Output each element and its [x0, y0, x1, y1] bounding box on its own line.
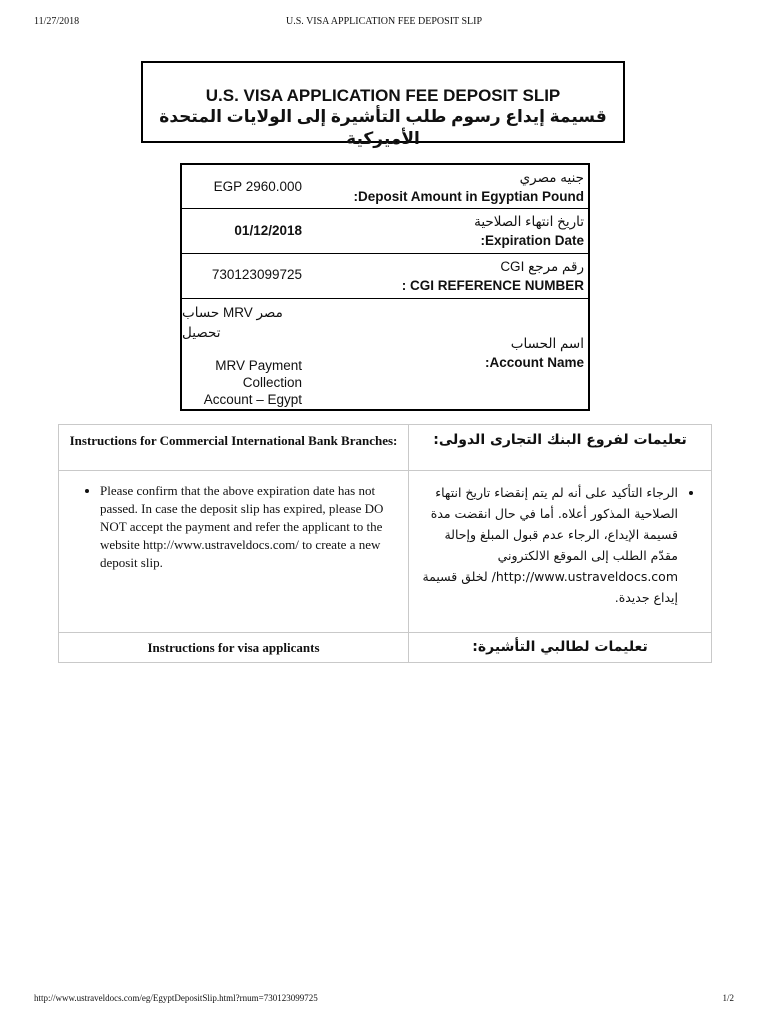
account-name-english-line1: MRV Payment — [215, 358, 302, 373]
print-page-number: 1/2 — [722, 993, 734, 1003]
bank-instructions-heading-english: Instructions for Commercial International Bank Branches: — [69, 433, 398, 448]
print-footer-url: http://www.ustraveldocs.com/eg/EgyptDepositSlip.html?rnum=730123099725 — [34, 993, 318, 1003]
instructions-table — [58, 424, 712, 663]
account-name-row — [182, 299, 588, 409]
expiration-date-label — [310, 209, 588, 253]
expiration-date-label-arabic: تاريخ انتهاء الصلاحية — [474, 214, 584, 229]
account-name-value — [182, 299, 310, 409]
bank-instructions-body-row — [59, 471, 712, 633]
cgi-reference-label — [310, 254, 588, 298]
bank-instructions-heading-arabic-cell — [409, 425, 712, 471]
cgi-reference-row — [182, 254, 588, 299]
deposit-amount-row — [182, 165, 588, 209]
print-date: 11/27/2018 — [34, 16, 80, 27]
bank-instructions-arabic-cell — [409, 471, 712, 633]
slip-title-english: U.S. VISA APPLICATION FEE DEPOSIT SLIP — [205, 86, 561, 105]
account-name-label-english: :Account Name — [484, 355, 584, 370]
bank-instructions-arabic-item: • الرجاء التأكيد على أنه لم يتم إنقضاء تاريخ انتهاء الصلاحية المذكور أعلاه. أما في حال انقضت مدة قسيمة الإيداع، الرجاء عدم قبول المبلغ وإحالة مقدّم الطلب إلى الموقع الالكتروني http://www.ustraveldocs.com/ لخلق قسيمة إيداع جديدة. — [418, 482, 678, 608]
deposit-amount-label-english: :Deposit Amount in Egyptian Pound — [353, 189, 584, 204]
print-header-title: U.S. VISA APPLICATION FEE DEPOSIT SLIP — [285, 16, 483, 27]
cgi-reference-label-arabic: رقم مرجع CGI — [500, 259, 584, 274]
slip-title-arabic: قسيمة إيداع رسوم طلب التأشيرة إلى الولايات المتحدة الأميركية — [159, 107, 607, 148]
deposit-amount-label — [310, 165, 588, 208]
account-name-label — [310, 299, 588, 409]
bank-instructions-arabic-list — [410, 472, 710, 608]
applicant-instructions-header-row — [59, 633, 712, 663]
applicant-instructions-heading-english: Instructions for visa applicants — [147, 640, 320, 655]
applicant-instructions-heading-cell — [59, 633, 409, 663]
bank-instructions-heading-cell — [59, 425, 409, 471]
applicant-instructions-heading-arabic: تعليمات لطالبي التأشيرة: — [472, 639, 648, 655]
deposit-amount-label-arabic: جنيه مصري — [519, 170, 584, 185]
bank-instructions-english-cell — [59, 471, 409, 633]
bank-instructions-english-item: • Please confirm that the above expiration date has not passed. In case the deposit slip has expired, please DO NOT accept the payment and refer the applicant to the website http://www.ustraveldocs.com/ to create a new deposit slip. — [100, 482, 397, 572]
applicant-instructions-heading-arabic-cell — [409, 633, 712, 663]
account-name-arabic-line2: تحصيل — [182, 325, 221, 340]
deposit-details-table — [180, 163, 590, 411]
expiration-date-value: 01/12/2018 — [234, 223, 302, 238]
expiration-date-label-english: :Expiration Date — [480, 233, 584, 248]
account-name-english-line2: Collection — [242, 375, 302, 390]
bank-instructions-heading-arabic: تعليمات لفروع البنك التجارى الدولى: — [433, 432, 687, 448]
cgi-reference-label-english: : CGI REFERENCE NUMBER — [401, 278, 584, 293]
bank-instructions-english-list — [60, 472, 407, 572]
deposit-amount-value: EGP 2960.000 — [213, 179, 302, 194]
account-name-arabic-line1: مصر MRV حساب — [182, 305, 283, 320]
account-name-english-line3: Account – Egypt — [203, 392, 302, 407]
slip-title-box — [141, 61, 625, 148]
expiration-date-row — [182, 209, 588, 254]
cgi-reference-value: 730123099725 — [211, 267, 302, 282]
bank-instructions-header-row — [59, 425, 712, 471]
account-name-label-arabic: اسم الحساب — [510, 336, 584, 351]
